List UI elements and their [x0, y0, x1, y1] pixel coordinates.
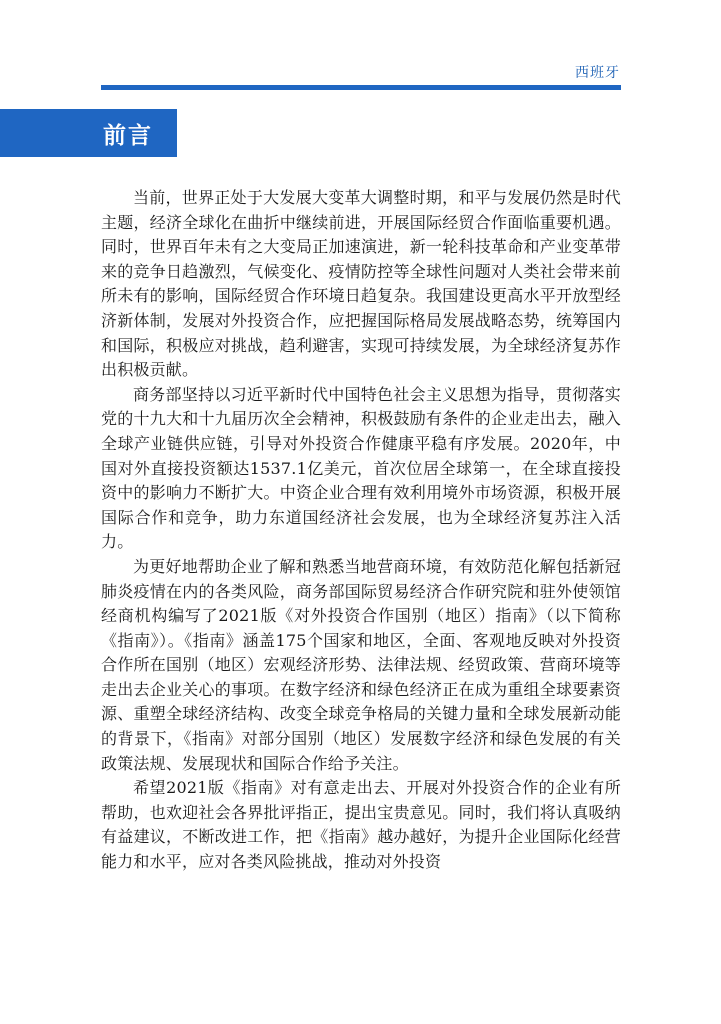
header-rule	[101, 85, 621, 90]
paragraph-4: 希望2021版《指南》对有意走出去、开展对外投资合作的企业有所帮助，也欢迎社会各界批评指正，提出宝贵意见。同时，我们将认真吸纳有益建议，不断改进工作，把《指南》越办越好，为提升企业国际化经营能力和水平，应对各类风险挑战，推动对外投资	[101, 778, 621, 872]
section-title: 前言	[103, 122, 153, 149]
header-country-label: 西班牙	[575, 65, 620, 81]
body-text	[101, 186, 621, 875]
paragraph-3: 为更好地帮助企业了解和熟悉当地营商环境，有效防范化解包括新冠肺炎疫情在内的各类风险，商务部国际贸易经济合作研究院和驻外使领馆经商机构编写了2021版《对外投资合作国别（地区）指南》（以下简称《指南》）。《指南》涵盖175个国家和地区，全面、客观地反映对外投资合作所在国别（地区）宏观经济形势、法律法规、经贸政策、营商环境等走出去企业关心的事项。在数字经济和绿色经济正在成为重组全球要素资源、重塑全球经济结构、改变全球竞争格局的关键力量和全球发展新动能的背景下，《指南》对部分国别（地区）发展数字经济和绿色发展的有关政策法规、发展现状和国际合作给予关注。	[101, 556, 621, 773]
paragraph-1: 当前，世界正处于大发展大变革大调整时期，和平与发展仍然是时代主题，经济全球化在曲折中继续前进，开展国际经贸合作面临重要机遇。同时，世界百年未有之大变局正加速演进，新一轮科技革命和产业变革带来的竞争日趋激烈，气候变化、疫情防控等全球性问题对人类社会带来前所未有的影响，国际经贸合作环境日趋复杂。我国建设更高水平开放型经济新体制，发展对外投资合作，应把握国际格局发展战略态势，统筹国内和国际，积极应对挑战，趋利避害，实现可持续发展，为全球经济复苏作出积极贡献。	[101, 188, 621, 380]
section-title-banner	[0, 109, 177, 157]
paragraph-2: 商务部坚持以习近平新时代中国特色社会主义思想为指导，贯彻落实党的十九大和十九届历次全会精神，积极鼓励有条件的企业走出去，融入全球产业链供应链，引导对外投资合作健康平稳有序发展。2020年，中国对外直接投资额达1537.1亿美元，首次位居全球第一，在全球直接投资中的影响力不断扩大。中资企业合理有效利用境外市场资源，积极开展国际合作和竞争，助力东道国经济社会发展，也为全球经济复苏注入活力。	[101, 384, 621, 552]
